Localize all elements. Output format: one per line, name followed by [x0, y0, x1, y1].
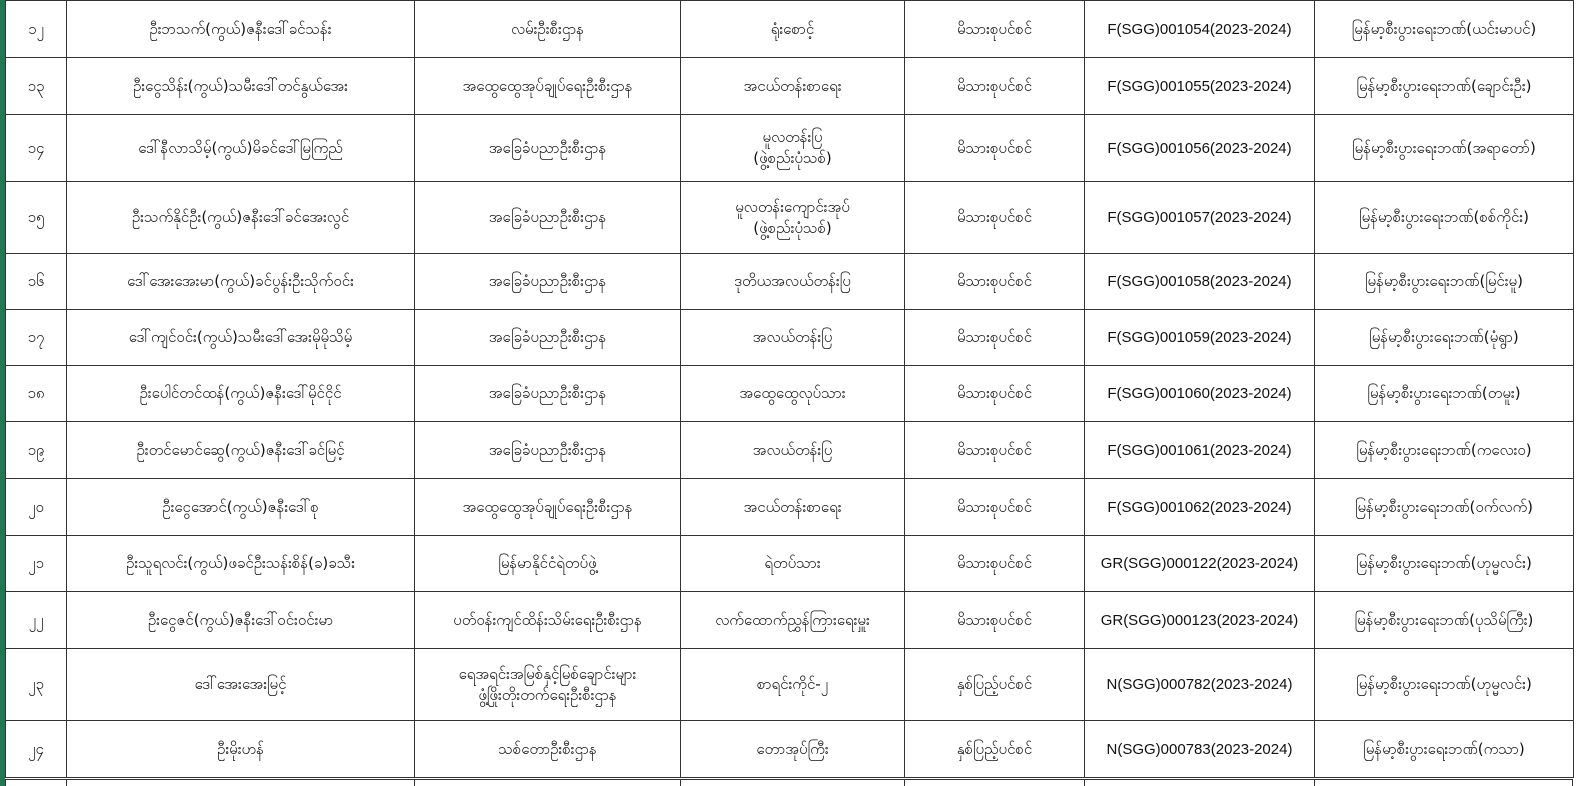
cell-payment-office[interactable]: မြန်မာ့စီးပွားရေးဘဏ်(မြင်းမူ) — [1315, 254, 1574, 310]
cell-rank[interactable]: ရဲတပ်သား — [681, 536, 905, 592]
cell-payment-office[interactable]: မြန်မာ့စီးပွားရေးဘဏ်(မုံရွာ) — [1315, 310, 1574, 366]
cell-payment-office[interactable]: မြန်မာ့စီးပွားရေးဘဏ်(ဟုမ္မလင်း) — [1315, 536, 1574, 592]
cell-pension-type[interactable]: နှစ်ပြည့်ပင်စင် — [905, 721, 1085, 778]
cell-serial-no[interactable]: ၁၉ — [6, 422, 67, 479]
cell-payment-office[interactable]: မြန်မာ့စီးပွားရေးဘဏ်(ဟုမ္မလင်း) — [1315, 649, 1574, 721]
cell-rank[interactable]: အငယ်တန်းစာရေး — [681, 58, 905, 115]
cell-pensioner-name[interactable]: ဦးငွေအောင်(ကွယ်)ဇနီးဒေါ်စု — [67, 479, 415, 536]
cell-payment-office[interactable]: မြန်မာ့စီးပွားရေးဘဏ်(အရာတော်) — [1315, 115, 1574, 182]
cell-file-no[interactable]: F(SGG)001062(2023-2024) — [1085, 479, 1315, 536]
table-row — [6, 721, 1574, 778]
cell-pensioner-name[interactable]: ဒေါ်အေးအေးမြင့် — [67, 649, 415, 721]
cell-file-no[interactable]: F(SGG)001061(2023-2024) — [1085, 422, 1315, 479]
cell-rank[interactable]: တောအုပ်ကြီး — [681, 721, 905, 778]
cell-file-no[interactable]: F(SGG)001059(2023-2024) — [1085, 310, 1315, 366]
cell-pension-type[interactable]: မိသားစုပင်စင် — [905, 310, 1085, 366]
cell-serial-no[interactable]: ၁၂ — [6, 1, 67, 58]
cell-rank[interactable]: အလယ်တန်းပြ — [681, 310, 905, 366]
cell-pensioner-name[interactable]: ဦးတင်မောင်ဆွေ(ကွယ်)ဇနီးဒေါ်ခင်မြင့် — [67, 422, 415, 479]
cell-pension-type[interactable]: မိသားစုပင်စင် — [905, 536, 1085, 592]
cell-file-no[interactable]: F(SGG)001057(2023-2024) — [1085, 182, 1315, 254]
cell-rank[interactable]: အငယ်တန်းစာရေး — [681, 479, 905, 536]
cell-pension-type[interactable]: မိသားစုပင်စင် — [905, 254, 1085, 310]
cell-rank[interactable]: မူလတန်းပြ (ဖွဲ့စည်းပုံသစ်) — [681, 115, 905, 182]
cell-serial-no[interactable]: ၂၀ — [6, 479, 67, 536]
table-row — [6, 182, 1574, 254]
column-divider — [66, 779, 67, 786]
cell-pensioner-name[interactable]: ဦးငွေသိန်း(ကွယ်)သမီးဒေါ်တင်နွယ်အေး — [67, 58, 415, 115]
cell-pensioner-name[interactable]: ဒေါ်ကျင်ဝင်း(ကွယ်)သမီးဒေါ်အေးမိုမိုသိမ့် — [67, 310, 415, 366]
cell-pensioner-name[interactable]: ဒေါ်အေးအေးမာ(ကွယ်)ခင်ပွန်းဦးသိုက်ဝင်း — [67, 254, 415, 310]
cell-payment-office[interactable]: မြန်မာ့စီးပွားရေးဘဏ်(ယင်းမာပင်) — [1315, 1, 1574, 58]
cell-pension-type[interactable]: နှစ်ပြည့်ပင်စင် — [905, 649, 1085, 721]
cell-department[interactable]: အထွေထွေအုပ်ချုပ်ရေးဦးစီးဌာန — [415, 58, 681, 115]
cell-pension-type[interactable]: မိသားစုပင်စင် — [905, 115, 1085, 182]
cell-serial-no[interactable]: ၁၅ — [6, 182, 67, 254]
cell-rank[interactable]: ဒုတိယအလယ်တန်းပြ — [681, 254, 905, 310]
cell-rank[interactable]: အထွေထွေလုပ်သား — [681, 366, 905, 422]
cell-serial-no[interactable]: ၁၈ — [6, 366, 67, 422]
cell-file-no[interactable]: N(SGG)000783(2023-2024) — [1085, 721, 1315, 778]
cell-serial-no[interactable]: ၂၁ — [6, 536, 67, 592]
cell-department[interactable]: မြန်မာနိုင်ငံရဲတပ်ဖွဲ့ — [415, 536, 681, 592]
cell-department[interactable]: ပတ်ဝန်းကျင်ထိန်းသိမ်းရေးဦးစီးဌာန — [415, 592, 681, 649]
table-row — [6, 58, 1574, 115]
cell-pensioner-name[interactable]: ဦးမိုးဟန် — [67, 721, 415, 778]
cell-serial-no[interactable]: ၂၃ — [6, 649, 67, 721]
table-row — [6, 649, 1574, 721]
cell-pensioner-name[interactable]: ဒေါ်နီလာသိမ့်(ကွယ်)မိခင်ဒေါ်မြကြည် — [67, 115, 415, 182]
cell-pension-type[interactable]: မိသားစုပင်စင် — [905, 1, 1085, 58]
table-row — [6, 1, 1574, 58]
cell-rank[interactable]: စာရင်းကိုင်-၂ — [681, 649, 905, 721]
table-row — [6, 422, 1574, 479]
cell-payment-office[interactable]: မြန်မာ့စီးပွားရေးဘဏ်(စစ်ကိုင်း) — [1315, 182, 1574, 254]
column-divider — [1314, 779, 1315, 786]
pension-table-body — [6, 1, 1574, 778]
cell-department[interactable]: လမ်းဦးစီးဌာန — [415, 1, 681, 58]
cell-payment-office[interactable]: မြန်မာ့စီးပွားရေးဘဏ်(ဝက်လက်) — [1315, 479, 1574, 536]
cell-pension-type[interactable]: မိသားစုပင်စင် — [905, 182, 1085, 254]
column-divider — [1572, 779, 1573, 786]
cell-department[interactable]: ရေအရင်းအမြစ်နှင့်မြစ်ချောင်းများ ဖွံ့ဖြိုးတိုးတက်ရေးဦးစီးဌာန — [415, 649, 681, 721]
cell-pension-type[interactable]: မိသားစုပင်စင် — [905, 58, 1085, 115]
cell-department[interactable]: အခြေခံပညာဦးစီးဌာန — [415, 366, 681, 422]
cell-rank[interactable]: အလယ်တန်းပြ — [681, 422, 905, 479]
cell-pension-type[interactable]: မိသားစုပင်စင် — [905, 366, 1085, 422]
cell-department[interactable]: သစ်တောဦးစီးဌာန — [415, 721, 681, 778]
cell-file-no[interactable]: F(SGG)001054(2023-2024) — [1085, 1, 1315, 58]
cell-department[interactable]: အခြေခံပညာဦးစီးဌာန — [415, 310, 681, 366]
cell-rank[interactable]: ရုံးစောင့် — [681, 1, 905, 58]
cell-file-no[interactable]: F(SGG)001060(2023-2024) — [1085, 366, 1315, 422]
column-divider — [1084, 779, 1085, 786]
cell-serial-no[interactable]: ၁၆ — [6, 254, 67, 310]
column-divider — [414, 779, 415, 786]
next-row-edge — [5, 779, 1573, 786]
cell-serial-no[interactable]: ၁၇ — [6, 310, 67, 366]
cell-pension-type[interactable]: မိသားစုပင်စင် — [905, 422, 1085, 479]
cell-payment-office[interactable]: မြန်မာ့စီးပွားရေးဘဏ်(ပုသိမ်ကြီး) — [1315, 592, 1574, 649]
column-divider — [5, 779, 6, 786]
cell-pension-type[interactable]: မိသားစုပင်စင် — [905, 592, 1085, 649]
cell-pensioner-name[interactable]: ဦးငွေဇင်(ကွယ်)ဇနီးဒေါ်ဝင်းဝင်းမာ — [67, 592, 415, 649]
cell-pension-type[interactable]: မိသားစုပင်စင် — [905, 479, 1085, 536]
table-row — [6, 310, 1574, 366]
cell-pensioner-name[interactable]: ဦးသူရလင်း(ကွယ်)ဖခင်ဦးသန်းစိန်(ခ)ခသီး — [67, 536, 415, 592]
cell-serial-no[interactable]: ၁၄ — [6, 115, 67, 182]
cell-department[interactable]: အထွေထွေအုပ်ချုပ်ရေးဦးစီးဌာန — [415, 479, 681, 536]
pension-table — [5, 0, 1574, 778]
cell-rank[interactable]: လက်ထောက်ညွှန်ကြားရေးမှူး — [681, 592, 905, 649]
cell-department[interactable]: အခြေခံပညာဦးစီးဌာန — [415, 115, 681, 182]
table-row — [6, 592, 1574, 649]
cell-payment-office[interactable]: မြန်မာ့စီးပွားရေးဘဏ်(တမူး) — [1315, 366, 1574, 422]
table-row — [6, 366, 1574, 422]
cell-file-no[interactable]: GR(SGG)000123(2023-2024) — [1085, 592, 1315, 649]
cell-serial-no[interactable]: ၂၄ — [6, 721, 67, 778]
cell-file-no[interactable]: F(SGG)001058(2023-2024) — [1085, 254, 1315, 310]
table-row — [6, 115, 1574, 182]
cell-department[interactable]: အခြေခံပညာဦးစီးဌာန — [415, 422, 681, 479]
cell-serial-no[interactable]: ၁၃ — [6, 58, 67, 115]
cell-serial-no[interactable]: ၂၂ — [6, 592, 67, 649]
cell-pensioner-name[interactable]: ဦးပေါင်တင်ထန်(ကွယ်)ဇနီးဒေါ်မိုင်ငိုင် — [67, 366, 415, 422]
cell-payment-office[interactable]: မြန်မာ့စီးပွားရေးဘဏ်(ကလေးဝ) — [1315, 422, 1574, 479]
cell-file-no[interactable]: F(SGG)001055(2023-2024) — [1085, 58, 1315, 115]
cell-payment-office[interactable]: မြန်မာ့စီးပွားရေးဘဏ်(ကသာ) — [1315, 721, 1574, 778]
cell-pensioner-name[interactable]: ဦးသက်နိုင်ဦး(ကွယ်)ဇနီးဒေါ်ခင်အေးလွင် — [67, 182, 415, 254]
cell-file-no[interactable]: F(SGG)001056(2023-2024) — [1085, 115, 1315, 182]
table-row — [6, 536, 1574, 592]
cell-department[interactable]: အခြေခံပညာဦးစီးဌာန — [415, 254, 681, 310]
cell-rank[interactable]: မူလတန်းကျောင်းအုပ် (ဖွဲ့စည်းပုံသစ်) — [681, 182, 905, 254]
table-row — [6, 479, 1574, 536]
cell-department[interactable]: အခြေခံပညာဦးစီးဌာန — [415, 182, 681, 254]
cell-pensioner-name[interactable]: ဦးဘသက်(ကွယ်)ဇနီးဒေါ်ခင်သန်း — [67, 1, 415, 58]
cell-file-no[interactable]: GR(SGG)000122(2023-2024) — [1085, 536, 1315, 592]
column-divider — [680, 779, 681, 786]
cell-payment-office[interactable]: မြန်မာ့စီးပွားရေးဘဏ်(ချောင်းဦး) — [1315, 58, 1574, 115]
column-divider — [904, 779, 905, 786]
cell-file-no[interactable]: N(SGG)000782(2023-2024) — [1085, 649, 1315, 721]
table-row — [6, 254, 1574, 310]
